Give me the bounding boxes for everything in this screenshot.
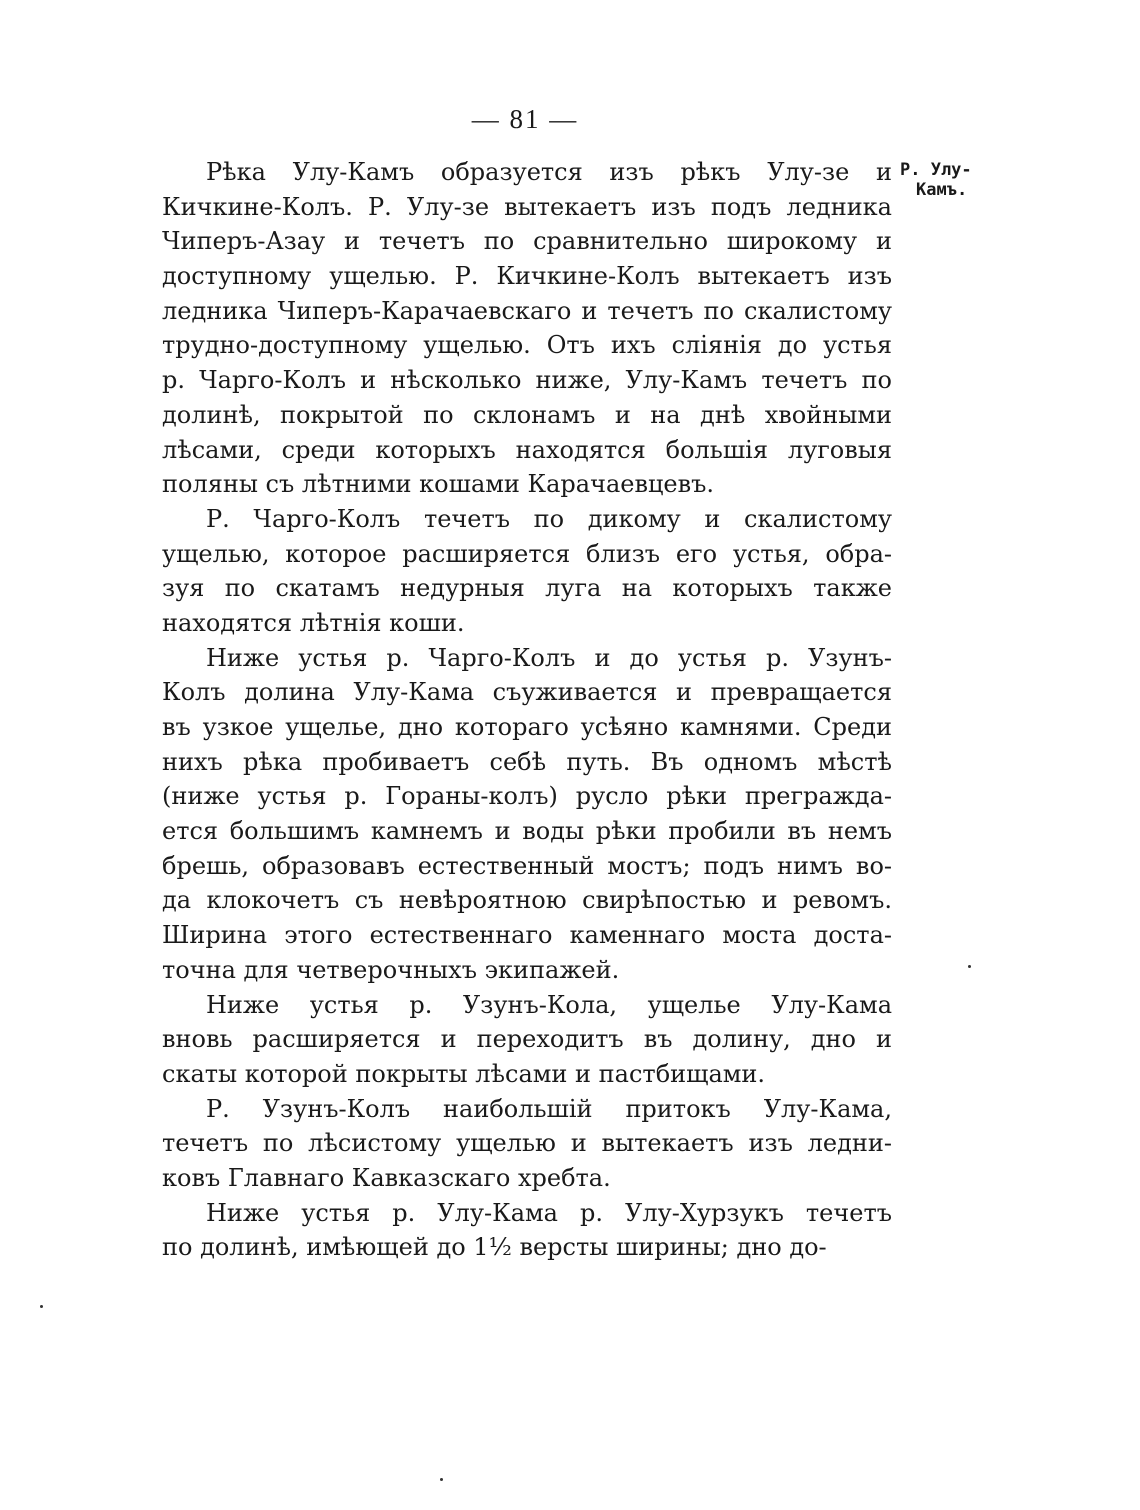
text-line: вновь расширяется и переходитъ въ долину, дно и xyxy=(162,1025,892,1054)
text-line: брешь, образовавъ естественный мостъ; подъ нимъ во- xyxy=(162,851,892,880)
page-number: — 81 — xyxy=(471,104,579,134)
text-line: точна для четверочныхъ экипажей. xyxy=(162,955,620,984)
text-line: (ниже устья р. Гораны-колъ) русло рѣки преграждa- xyxy=(162,782,892,811)
text-line: Р. Узунъ-Колъ наибольшій притокъ Улу-Кама, xyxy=(206,1094,892,1123)
text-line: зуя по скатамъ недурныя луга на которыхъ также xyxy=(162,574,892,603)
margin-note-line: Камъ. xyxy=(916,180,968,200)
text-line: скаты которой покрыты лѣсами и пастбищами. xyxy=(162,1059,766,1088)
text-line: ледника Чиперъ-Карачаевскаго и течетъ по скалистому xyxy=(162,296,892,325)
text-line: трудно-доступному ущелью. Отъ ихъ сліянія до устья xyxy=(162,331,892,360)
text-line: Рѣка Улу-Камъ образуется изъ рѣкъ Улу-зе и xyxy=(206,158,892,186)
text-line: Чиперъ-Азау и течетъ по сравнительно широкому и xyxy=(162,227,892,256)
text-line: поляны съ лѣтними кошами Карачаевцевъ. xyxy=(162,470,715,499)
margin-note-line: Р. Улу- xyxy=(900,160,972,180)
text-line: Ниже устья р. Узунъ-Кола, ущелье Улу-Кама xyxy=(206,990,892,1019)
margin-note xyxy=(900,160,1000,200)
text-line: Ниже устья р. Чарго-Колъ и до устья р. Узунъ- xyxy=(206,643,892,672)
text-line: ущелью, которое расширяется близъ его устья, обра- xyxy=(162,539,892,568)
text-line: Ширина этого естественнаго каменнаго моста доста- xyxy=(162,921,892,950)
body-text xyxy=(162,155,892,1265)
text-line: нихъ рѣка пробиваетъ себѣ путь. Въ одномъ мѣстѣ xyxy=(162,747,892,776)
scan-speck xyxy=(40,1305,43,1308)
text-line: долинѣ, покрытой по склонамъ и на днѣ хвойными xyxy=(162,400,892,429)
text-line: Р. Чарго-Колъ течетъ по дикому и скалистому xyxy=(206,504,892,533)
text-line: Кичкине-Колъ. Р. Улу-зе вытекаетъ изъ подъ ледника xyxy=(162,192,892,221)
text-line: ковъ Главнаго Кавказскаго хребта. xyxy=(162,1163,611,1192)
text-line: ется большимъ камнемъ и воды рѣки пробили въ немъ xyxy=(162,817,892,846)
text-line: Колъ долина Улу-Кама съуживается и превращается xyxy=(162,678,892,707)
text-line: доступному ущелью. Р. Кичкине-Колъ вытекаетъ изъ xyxy=(162,262,892,291)
scan-speck xyxy=(440,1478,443,1481)
text-line: Ниже устья р. Улу-Кама р. Улу-Хурзукъ течетъ xyxy=(206,1198,892,1227)
text-line: течетъ по лѣсистому ущелью и вытекаетъ изъ ледни- xyxy=(162,1129,892,1158)
text-line: въ узкое ущелье, дно котораго усѣяно камнями. Среди xyxy=(162,713,892,741)
text-line: по долинѣ, имѣющей до 1½ версты ширины; дно до- xyxy=(162,1233,827,1262)
text-line: да клокочетъ съ невѣроятною свирѣпостью и ревомъ. xyxy=(162,886,892,915)
text-line: лѣсами, среди которыхъ находятся большія луговыя xyxy=(162,435,892,464)
text-line: находятся лѣтнія коши. xyxy=(162,608,465,637)
scan-speck xyxy=(968,965,971,968)
text-line: р. Чарго-Колъ и нѣсколько ниже, Улу-Камъ течетъ по xyxy=(162,366,892,395)
